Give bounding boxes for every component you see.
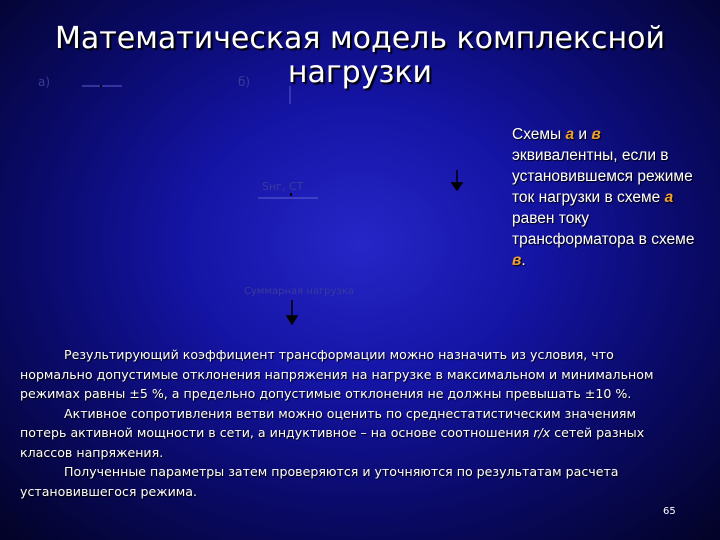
total-arrow-head (287, 316, 297, 324)
scheme-b-label: б) (238, 75, 251, 89)
letter-b: в (591, 126, 601, 143)
load-arrow-head (452, 183, 462, 190)
body-text (20, 345, 680, 501)
node-marker-net (290, 193, 292, 196)
note-text: и (574, 126, 592, 143)
letter-a: а (664, 189, 674, 206)
note-text: эквивалентны, если в установившемся режиме ток нагрузки в схеме (512, 147, 693, 206)
scheme-a-label: а) (38, 75, 51, 89)
slide-title: Математическая модель комплексной нагрузки (55, 21, 665, 90)
page-number: 65 (663, 506, 676, 517)
total-load-label: Суммарная нагрузка (244, 286, 354, 297)
paragraph-text: Активное сопротивления ветви можно оценить по среднестатистическим значениям потерь активной мощности в сети, а индуктивное – на основе соотношения (20, 405, 636, 440)
paragraph-verification: Полученные параметры затем проверяются и уточняются по результатам расчета установившегося режима. (20, 464, 619, 499)
node-marker-a (100, 85, 102, 87)
note-text: Схемы (512, 126, 566, 143)
letter-b: в (512, 252, 522, 269)
equivalence-note (512, 124, 702, 271)
paragraph-transformation: Результирующий коэффициент трансформации можно назначить из условия, что нормально допустимые отклонения напряжения на нагрузке в максимальном и минимальном режимах равны ±5 %, а предельно допустимые отклонения не должны превышать ±10 %. (20, 347, 654, 401)
note-text: равен току трансформатора в схеме (512, 210, 695, 248)
paragraph-text: сетей разных классов напряжения. (20, 425, 645, 460)
net-label: Sнг, СТ (262, 180, 304, 193)
note-text: . (521, 252, 526, 269)
letter-a: а (565, 126, 575, 143)
paragraph-resistance (20, 404, 680, 463)
ratio-symbol: r/x (533, 425, 551, 440)
